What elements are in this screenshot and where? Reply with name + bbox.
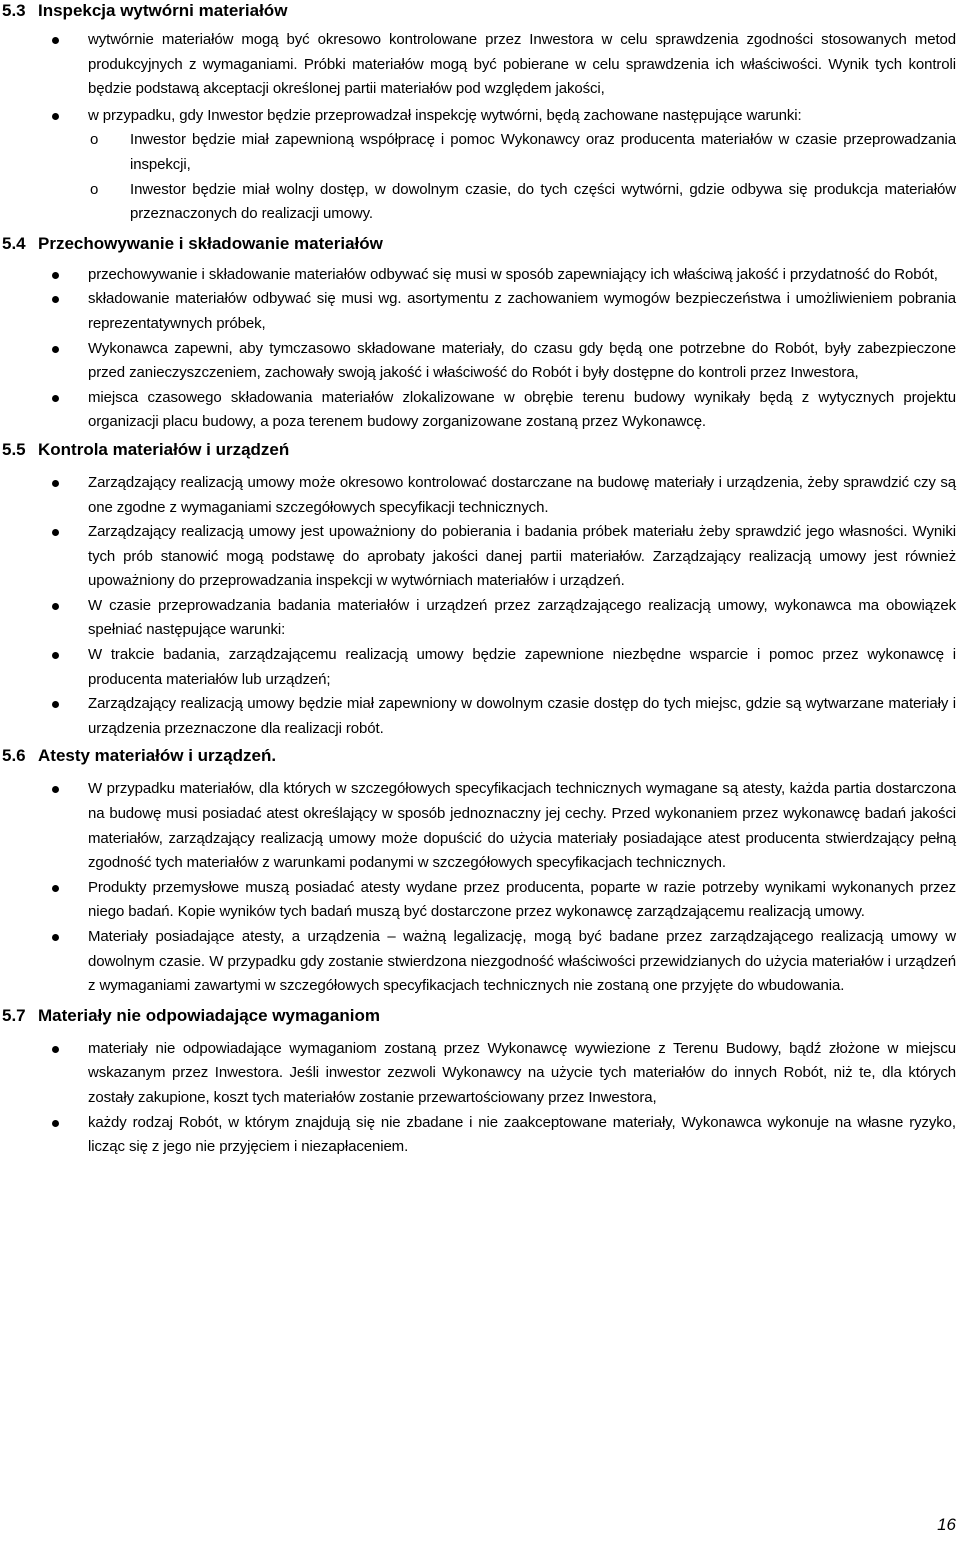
section-title-5-7 bbox=[0, 1005, 960, 1027]
bullet-icon bbox=[52, 529, 59, 536]
bullet-icon bbox=[52, 37, 59, 44]
list-item-text: W przypadku materiałów, dla których w szczegółowych specyfikacjach technicznych wymagane są atesty, każda partia dostarczona na budowę musi posiadać atest określający w sposób jednoznaczny jej cechy. Przed wykonaniem przez wykonawcę badań jakości materiałów, zarządzający realizacją umowy może dopuścić do użycia materiały posiadające atest producenta stwierdzający pełną zgodność tych materiałów z warunkami podanymi w szczegółowych specyfikacjach technicznych. bbox=[88, 780, 956, 872]
bullet-icon bbox=[52, 1120, 59, 1127]
section-heading: Kontrola materiałów i urządzeń bbox=[38, 439, 290, 459]
list-item-text: materiały nie odpowiadające wymaganiom zostaną przez Wykonawcę wywiezione z Terenu Budowy, bądź złożone w miejscu wskazanym przez Inwestora. Jeśli inwestor zezwoli Wykonawcy na użycie tych materiałów do innych Robót, niż te, dla których zostały zakupione, koszt tych materiałów zostanie przewartościowany przez Inwestora, bbox=[88, 1039, 956, 1106]
list-item bbox=[0, 337, 960, 386]
list-item-text: każdy rodzaj Robót, w którym znajdują się nie zbadane i nie zaakceptowane materiały, Wykonawca wykonuje na własne ryzyko, licząc się z jego nie przyjęciem i niezapłaceniem. bbox=[88, 1113, 956, 1156]
circle-marker-icon: o bbox=[90, 131, 99, 149]
list-item bbox=[0, 471, 960, 520]
list-item-text: Zarządzający realizacją umowy będzie miał zapewniony w dowolnym czasie dostęp do tych miejsc, gdzie są wytwarzane materiały i urządzenia przeznaczone dla realizacji robót. bbox=[88, 695, 956, 737]
sub-list-item-text: Inwestor będzie miał wolny dostęp, w dowolnym czasie, do tych części wytwórni, gdzie odbywa się produkcja materiałów przeznaczonych do realizacji umowy. bbox=[130, 180, 956, 223]
list-item bbox=[0, 876, 960, 925]
list-item-text: przechowywanie i składowanie materiałów odbywać się musi w sposób zapewniający ich właściwą jakość i przydatność do Robót, bbox=[88, 265, 938, 283]
list-item-text: W czasie przeprowadzania badania materiałów i urządzeń przez zarządzającego realizacją umowy, wykonawca ma obowiązek spełniać następujące warunki: bbox=[88, 596, 956, 639]
section-5-6-list bbox=[0, 777, 960, 998]
bullet-icon bbox=[52, 480, 59, 487]
list-item bbox=[0, 263, 960, 288]
list-item-text: Produkty przemysłowe muszą posiadać atesty wydane przez producenta, poparte w razie potrzeby wynikami wykonanych przez niego badań. Kopie wyników tych badań muszą być dostarczone przez wykonawcę zarządzającemu realizacją umowy. bbox=[88, 878, 956, 921]
list-item bbox=[0, 1037, 960, 1111]
sub-list-item bbox=[0, 128, 960, 177]
section-5-3-list bbox=[0, 28, 960, 128]
section-number: 5.3 bbox=[2, 1, 26, 20]
list-item bbox=[0, 692, 960, 741]
bullet-icon bbox=[52, 113, 59, 120]
page-number: 16 bbox=[937, 1515, 956, 1534]
list-item bbox=[0, 520, 960, 594]
section-5-7-list bbox=[0, 1037, 960, 1160]
circle-marker-icon: o bbox=[90, 180, 99, 198]
list-item bbox=[0, 386, 960, 435]
list-item-text: Zarządzający realizacją umowy może okresowo kontrolować dostarczane na budowę materiały i urządzenia, żeby sprawdzić czy są one zgodne z wymaganiami szczegółowych specyfikacji technicznych. bbox=[88, 473, 956, 516]
section-title-5-5 bbox=[0, 439, 960, 461]
bullet-icon bbox=[52, 603, 59, 610]
list-item bbox=[0, 594, 960, 643]
bullet-icon bbox=[52, 652, 59, 659]
bullet-icon bbox=[52, 934, 59, 941]
bullet-icon bbox=[52, 786, 59, 793]
list-item bbox=[0, 777, 960, 875]
sub-list-item bbox=[0, 178, 960, 227]
list-item-text: miejsca czasowego składowania materiałów zlokalizowane w obrębie terenu budowy wynikały będą z wytycznych projektu organizacji placu budowy, a poza terenem budowy zorganizowane zostaną przez Wykonawcę. bbox=[88, 388, 956, 431]
list-item-text: Materiały posiadające atesty, a urządzenia – ważną legalizację, mogą być badane przez zarządzającego realizacją umowy w dowolnym czasie. W przypadku gdy zostanie stwierdzona niezgodność właściwości przewidzianych do użycia materiałów i urządzeń z wymaganiami zawartymi w szczegółowych specyfikacjach technicznych nie zostaną one przyjęte do wbudowania. bbox=[88, 928, 956, 995]
sub-list-item-text: Inwestor będzie miał zapewnioną współpracę i pomoc Wykonawcy oraz producenta materiałów w czasie przeprowadzania inspekcji, bbox=[130, 131, 956, 173]
bullet-icon bbox=[52, 885, 59, 892]
bullet-icon bbox=[52, 1046, 59, 1053]
bullet-icon bbox=[52, 346, 59, 353]
list-item bbox=[0, 28, 960, 102]
list-item bbox=[0, 1111, 960, 1160]
list-item-text: Wykonawca zapewni, aby tymczasowo składowane materiały, do czasu gdy będą one potrzebne do Robót, były zabezpieczone przed zanieczyszczeniem, zachowały swoją jakość i właściwość do Robót i były dostępne do kontroli przez Inwestora, bbox=[88, 339, 956, 382]
list-item-text: wytwórnie materiałów mogą być okresowo kontrolowane przez Inwestora w celu sprawdzenia zgodności stosowanych metod produkcyjnych z wymaganiami. Próbki materiałów mogą być pobierane w celu sprawdzenia ich właściwości. Wynik tych kontroli będzie podstawą akceptacji określonej partii materiałów pod względem jakości, bbox=[88, 31, 956, 98]
section-number: 5.4 bbox=[2, 233, 26, 253]
bullet-icon bbox=[52, 272, 59, 279]
bullet-icon bbox=[52, 395, 59, 402]
section-heading: Przechowywanie i składowanie materiałów bbox=[38, 233, 383, 253]
section-5-4-list bbox=[0, 263, 960, 435]
section-5-5-list bbox=[0, 471, 960, 742]
section-number: 5.6 bbox=[2, 746, 26, 766]
section-heading: Atesty materiałów i urządzeń. bbox=[38, 746, 277, 766]
list-item-text: W trakcie badania, zarządzającemu realizacją umowy będzie zapewnione niezbędne wsparcie i pomoc przez wykonawcę i producenta materiałów lub urządzeń; bbox=[88, 646, 956, 688]
list-item-text: składowanie materiałów odbywać się musi wg. asortymentu z zachowaniem wymogów bezpieczeństwa i umożliwieniem pobrania reprezentatywnych próbek, bbox=[88, 290, 956, 332]
section-heading: Materiały nie odpowiadające wymaganiom bbox=[38, 1005, 380, 1025]
list-item bbox=[0, 104, 960, 129]
section-heading: Inspekcja wytwórni materiałów bbox=[38, 1, 288, 20]
section-title-5-6 bbox=[0, 745, 960, 767]
section-title-5-4 bbox=[0, 233, 960, 255]
section-number: 5.7 bbox=[2, 1005, 26, 1025]
section-5-3-sublist bbox=[0, 128, 960, 226]
section-number: 5.5 bbox=[2, 439, 26, 459]
bullet-icon bbox=[52, 296, 59, 303]
list-item-text: w przypadku, gdy Inwestor będzie przeprowadzał inspekcję wytwórni, będą zachowane następujące warunki: bbox=[88, 106, 802, 124]
section-title-5-3 bbox=[0, 0, 960, 22]
list-item-text: Zarządzający realizacją umowy jest upoważniony do pobierania i badania próbek materiału żeby sprawdzić jego własności. Wyniki tych prób stanowić mogą podstawę do aprobaty jakości danej partii materiałów. Zarządzający realizacją umowy jest również upoważniony do przeprowadzania inspekcji w wytwórniach materiałów i urządzeń. bbox=[88, 523, 956, 590]
list-item bbox=[0, 643, 960, 692]
bullet-icon bbox=[52, 701, 59, 708]
list-item bbox=[0, 925, 960, 999]
list-item bbox=[0, 287, 960, 336]
